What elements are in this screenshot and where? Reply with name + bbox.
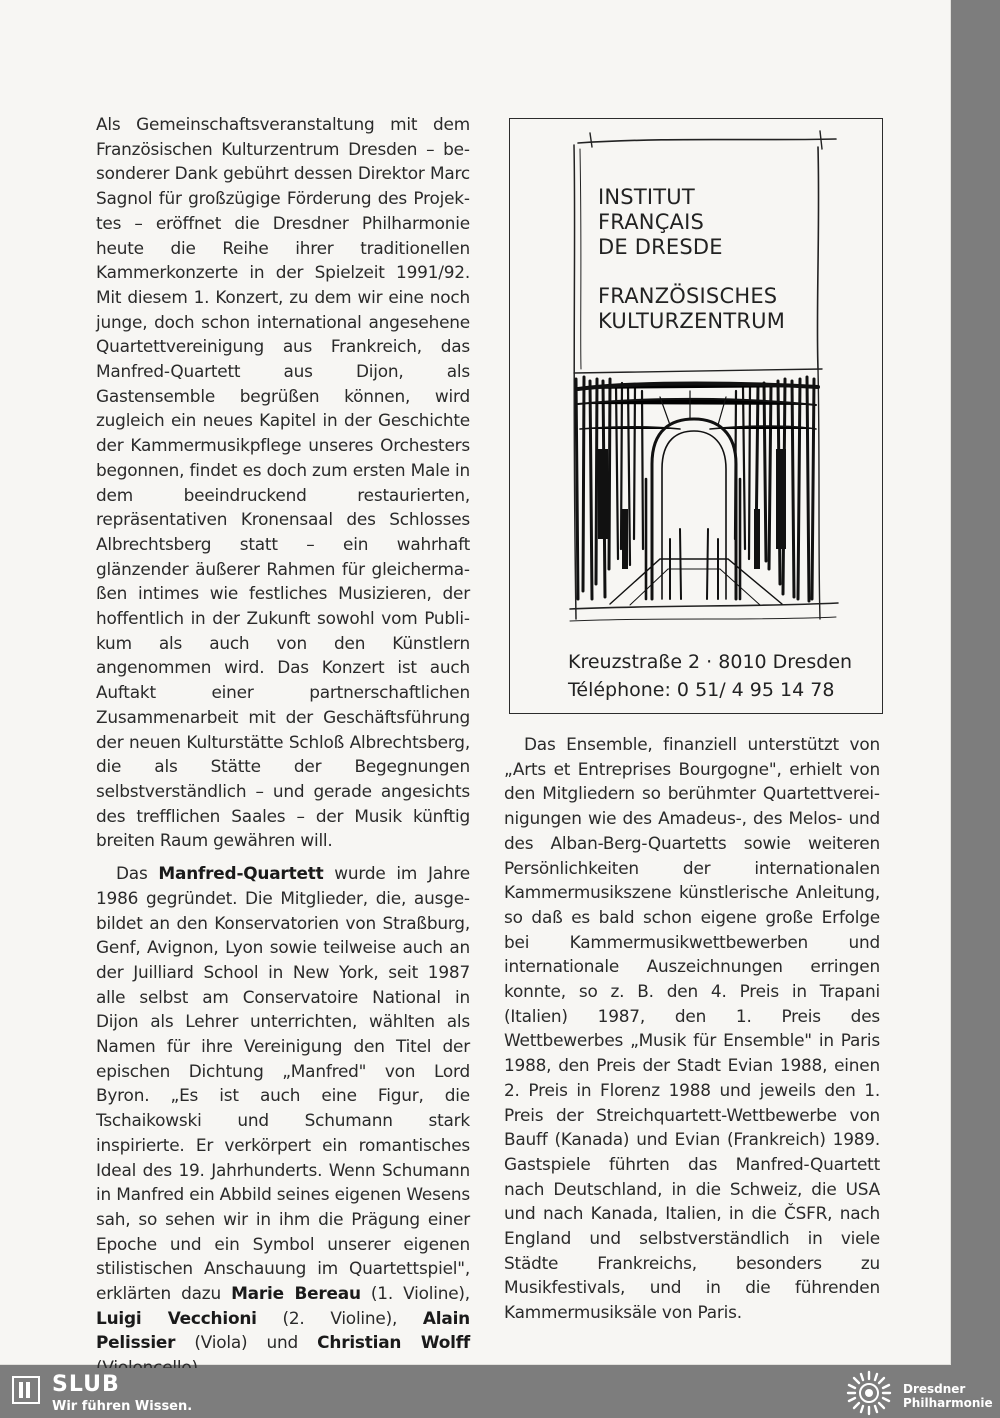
- text-span: (Viola) und: [175, 1332, 318, 1353]
- philharmonie-logo-text[interactable]: [903, 1382, 993, 1410]
- member-name-3: Alain Pelissier: [96, 1307, 470, 1353]
- phil-name-line1: Dresdner: [903, 1382, 966, 1396]
- member-name-4: Christian Wolff: [317, 1332, 470, 1353]
- ad-phone: Téléphone: 0 51/ 4 95 14 78: [568, 679, 835, 701]
- right-text-column: [504, 732, 880, 1325]
- institut-francais-advertisement: [509, 118, 883, 714]
- phil-name-line2: Philharmonie: [903, 1396, 993, 1410]
- philharmonie-sunburst-icon[interactable]: [842, 1370, 896, 1416]
- paragraph-ensemble-awards: Das Ensemble, finanziell unterstützt von „Arts et Entreprises Bourgogne", erhielt von den Mitgliedern so berühmter Quartettvereinigungen wie des Amadeus-, des Melos- und des Alban-Berg-Quartetts sowie weiteren Persönlichkeiten der internationalen Kammermusikszene künstlerische Anleitung, so daß es bald schon eigene große Erfolge bei Kammermusikwettbewerben und internationale Auszeichnungen erringen konnte, so z. B. den 4. Preis in Trapani (Italien) 1987, den 1. Preis des Wettbewerbes „Musik für Ensemble" in Paris 1988, den Preis der Stadt Evian 1988, einen 2. Preis in Florenz 1988 und jeweils den 1. Preis der Streichquartett-Wettbewerbe von Bauff (Kanada) und Evian (Frankreich) 1989. Gastspiele führten das Manfred-Quartett nach Deutschland, in die Schweiz, die USA und nach Kanada, Italien, in die ČSFR, nach England und selbstverständlich in viele Städte Frankreichs, besonders zu Musikfestivals, und in die führenden Kammermusiksäle von Paris.: [504, 734, 880, 1323]
- ad-title-line: INSTITUT: [598, 185, 695, 209]
- text-span: (2. Violine),: [256, 1307, 423, 1328]
- left-text-column: [96, 112, 470, 1380]
- member-name-2: Luigi Vecchioni: [96, 1307, 257, 1328]
- slub-tagline: Wir führen Wissen.: [52, 1399, 193, 1414]
- ad-headline: [598, 185, 785, 334]
- ensemble-name: Manfred-Quartett: [158, 863, 324, 884]
- text-span: (1. Violine),: [360, 1283, 470, 1304]
- ad-address: Kreuzstraße 2 · 8010 Dresden: [568, 651, 853, 673]
- slub-logo-text[interactable]: SLUB: [52, 1372, 120, 1397]
- ad-subtitle-line: FRANZÖSISCHES: [598, 284, 778, 308]
- member-name-1: Marie Bereau: [231, 1283, 361, 1304]
- ad-subtitle-line: KULTURZENTRUM: [598, 309, 786, 333]
- slub-logo-icon[interactable]: [12, 1376, 40, 1404]
- text-span: wurde im Jahre 1986 gegründet. Die Mitglieder, die, ausgebildet an den Konservatorien von Straßburg, Genf, Avignon, Lyon sowie teilweise auch an der Juilliard School in New York, seit 1987 alle selbst am Conservatoire National in Dijon als Lehrer unterrichten, wählten als Namen für ihre Vereinigung den Titel der epischen Dichtung „Manfred" von Lord Byron. „Es ist auch eine Figur, die Tschaikowski und Schumann stark inspirierte. Er verkörpert ein romantisches Ideal des 19. Jahrhunderts. Wenn Schumann in Manfred ein Abbild seines eigenen Wesens sah, so sehen wir in ihm die Prägung einer Epoche und ein Symbol unserer eigenen stilistischen Anschauung im Quartettspiel", erklärten dazu: [96, 863, 470, 1304]
- ad-contact: [568, 648, 852, 704]
- paragraph-quartet-history: [96, 861, 470, 1380]
- text-span: Das: [116, 863, 159, 884]
- ad-title-line: DE DRESDE: [598, 235, 723, 259]
- ad-title-line: FRANÇAIS: [598, 210, 705, 234]
- paragraph-intro: Als Gemeinschaftsveranstaltung mit dem Französischen Kulturzentrum Dresden – besonderer Dank gebührt dessen Direktor Marc Sagnol für großzügige Förderung des Projektes – eröffnet die Dresdner Philharmonie heute die Reihe ihrer traditionellen Kammerkonzerte in der Spielzeit 1991/92. Mit diesem 1. Konzert, zu dem wir eine noch junge, doch schon international angesehene Quartettvereinigung aus Frankreich, das Manfred-Quartett aus Dijon, als Gastensemble begrüßen können, wird zugleich ein neues Kapitel in der Geschichte der Kammermusikpflege unseres Orchesters begonnen, findet es doch zum ersten Male in dem beeindruckend restaurierten, repräsentativen Kronensaal des Schlosses Albrechtsberg statt – ein wahrhaft glänzender äußerer Rahmen für gleichermaßen intimes wie festliches Musizieren, der hoffentlich in der Zukunft sowohl vom Publikum als auch von den Künstlern angenommen wird. Das Konzert ist auch Auftakt einer partnerschaftlichen Zusammenarbeit mit der Geschäftsführung der neuen Kulturstätte Schloß Albrechtsberg, die als Stätte der Begegnungen selbstverständlich – und gerade angesichts des trefflichen Saales – der Musik künftig breiten Raum gewähren will.: [96, 114, 470, 851]
